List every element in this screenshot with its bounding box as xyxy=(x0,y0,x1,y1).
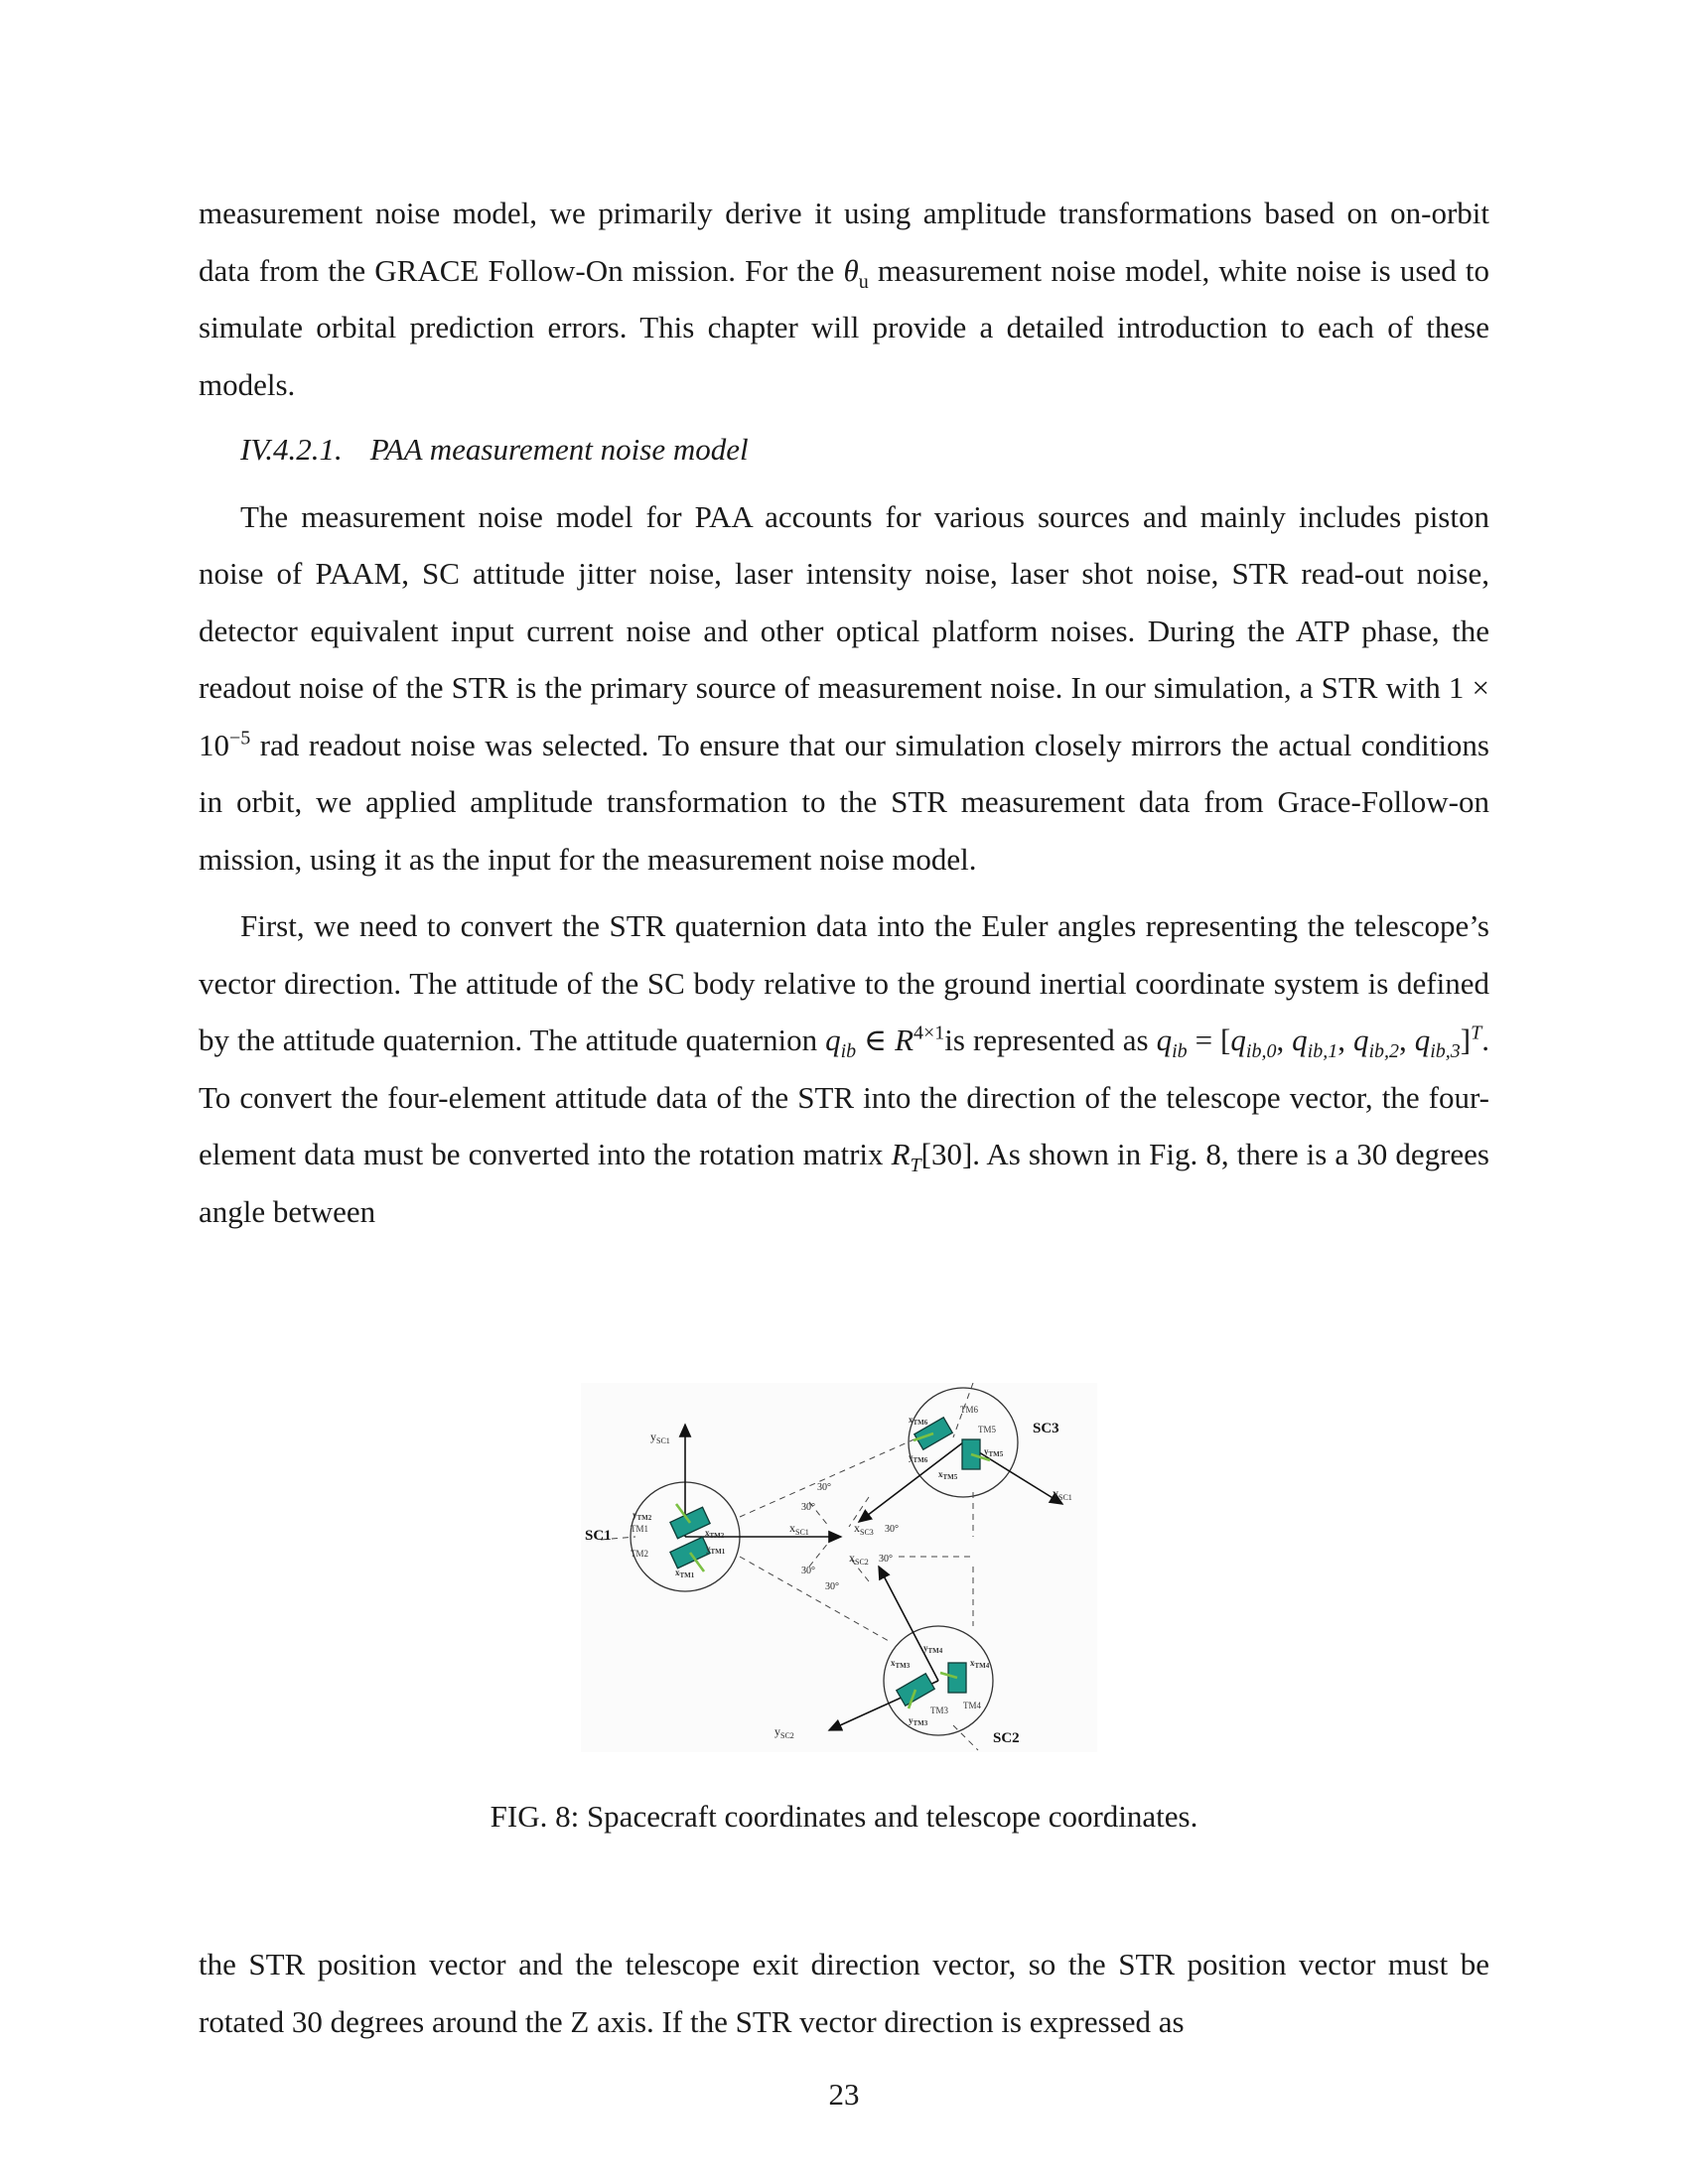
exponent: −5 xyxy=(229,727,251,750)
label-sc1: SC1 xyxy=(585,1528,612,1544)
angle-label: 30° xyxy=(817,1482,831,1493)
angle-label: 30° xyxy=(801,1566,815,1576)
intro-paragraph: measurement noise model, we primarily derive it using amplitude transformations based on on-orbit data from the GRACE Follow-On mission. For the $\theta_u$ measurement noise model, white noise is used to simulate orbital prediction errors. This chapter will provide a detailed introduction to each of these models. xyxy=(199,196,1490,402)
label-tm5: TM5 xyxy=(978,1425,996,1434)
label-tm3: TM3 xyxy=(930,1706,948,1715)
section-heading xyxy=(240,421,1489,478)
label-y-tm3: $y_{TM3}$ xyxy=(909,1715,928,1727)
angle-label: 30° xyxy=(801,1502,815,1513)
section-number: IV.4.2.1. xyxy=(240,432,343,467)
label-y-sc1-right: $y_{SC1}$ xyxy=(1053,1486,1072,1502)
label-y-sc2: $y_{SC2}$ xyxy=(774,1724,794,1740)
paa-paragraph: The measurement noise model for PAA accounts for various sources and mainly includes piston noise of PAAM, SC attitude jitter noise, laser intensity noise, laser shot noise, STR read-out noise, detector equivalent input current noise and other optical platform noises. During the ATP phase, the readout noise of the STR is the primary source of measurement noise. In our simulation, a STR with $1 \times 10^{-5}$ rad readout noise was selected. To ensure that our simulation closely mirrors the actual conditions in orbit, we applied amplitude transformation to the STR measurement data from Grace-Follow-on mission, using it as the input for the measurement noise model. xyxy=(199,498,1489,877)
label-x-tm2: $x_{TM2}$ xyxy=(705,1528,725,1540)
quaternion-paragraph: First, we need to convert the STR quaternion data into the Euler angles representing the telescope’s vector direction. The attitude of the SC body relative to the ground inertial coordinate system is defined by the attitude quaternion. The attitude quaternion $q_{ib}$ ∈ $R^{4\times 1}is$ represented as $q_{ib} = [q_{ib,0}$, $q_{ib,1}$, $q_{ib,2}$, $q_{ib,3}]^T$. To convert the four-element attitude data of the STR into the direction of the telescope vector, the four-element data must be converted into the rotation matrix $R_T[30]$. As shown in Fig. 8, there is a 30 degrees angle between xyxy=(199,908,1489,1229)
label-sc3: SC3 xyxy=(1033,1421,1059,1436)
label-x-sc3: $x_{SC3}$ xyxy=(854,1521,874,1537)
label-x-tm6: $x_{TM6}$ xyxy=(909,1415,928,1427)
continuation-paragraph: the STR position vector and the telescope exit direction vector, so the STR position vector must be rotated 30 degrees around the Z axis. If the STR vector direction is expressed as xyxy=(199,1947,1489,2039)
spacecraft-coordinates-figure xyxy=(581,1383,1097,1752)
label-y-tm2: $y_{TM2}$ xyxy=(633,1510,652,1522)
label-x-tm1: $x_{TM1}$ xyxy=(675,1568,695,1579)
theta-symbol: θ xyxy=(843,252,859,288)
angle-label: 30° xyxy=(879,1554,893,1565)
label-y-tm6: $y_{TM6}$ xyxy=(909,1452,928,1464)
angle-label: 30° xyxy=(825,1581,839,1592)
label-y-sc1-top: $y_{SC1}$ xyxy=(650,1430,670,1445)
theta-subscript: u xyxy=(858,270,869,293)
label-x-tm3: $x_{TM3}$ xyxy=(891,1658,911,1670)
label-tm6: TM6 xyxy=(960,1405,978,1415)
label-sc2: SC2 xyxy=(993,1730,1020,1746)
label-tm1: TM1 xyxy=(631,1524,648,1534)
label-y-tm4: $y_{TM4}$ xyxy=(923,1643,943,1655)
main-text xyxy=(199,185,1489,1240)
label-tm2: TM2 xyxy=(631,1549,648,1559)
angle-label: 30° xyxy=(885,1524,899,1535)
label-y-tm1: $y_{TM1}$ xyxy=(706,1544,726,1556)
figure-caption: FIG. 8: Spacecraft coordinates and telescope coordinates. xyxy=(490,1799,1198,1834)
label-x-tm4: $x_{TM4}$ xyxy=(970,1658,990,1670)
section-title: PAA measurement noise model xyxy=(369,432,749,467)
bottom-text xyxy=(199,1936,1489,2050)
label-y-tm5: $y_{TM5}$ xyxy=(984,1446,1004,1458)
label-tm4: TM4 xyxy=(963,1701,981,1710)
label-x-sc2: $x_{SC2}$ xyxy=(849,1551,869,1567)
label-x-sc1: $x_{SC1}$ xyxy=(789,1521,809,1537)
label-x-tm5: $x_{TM5}$ xyxy=(938,1469,958,1481)
page-number: 23 xyxy=(828,2077,860,2112)
